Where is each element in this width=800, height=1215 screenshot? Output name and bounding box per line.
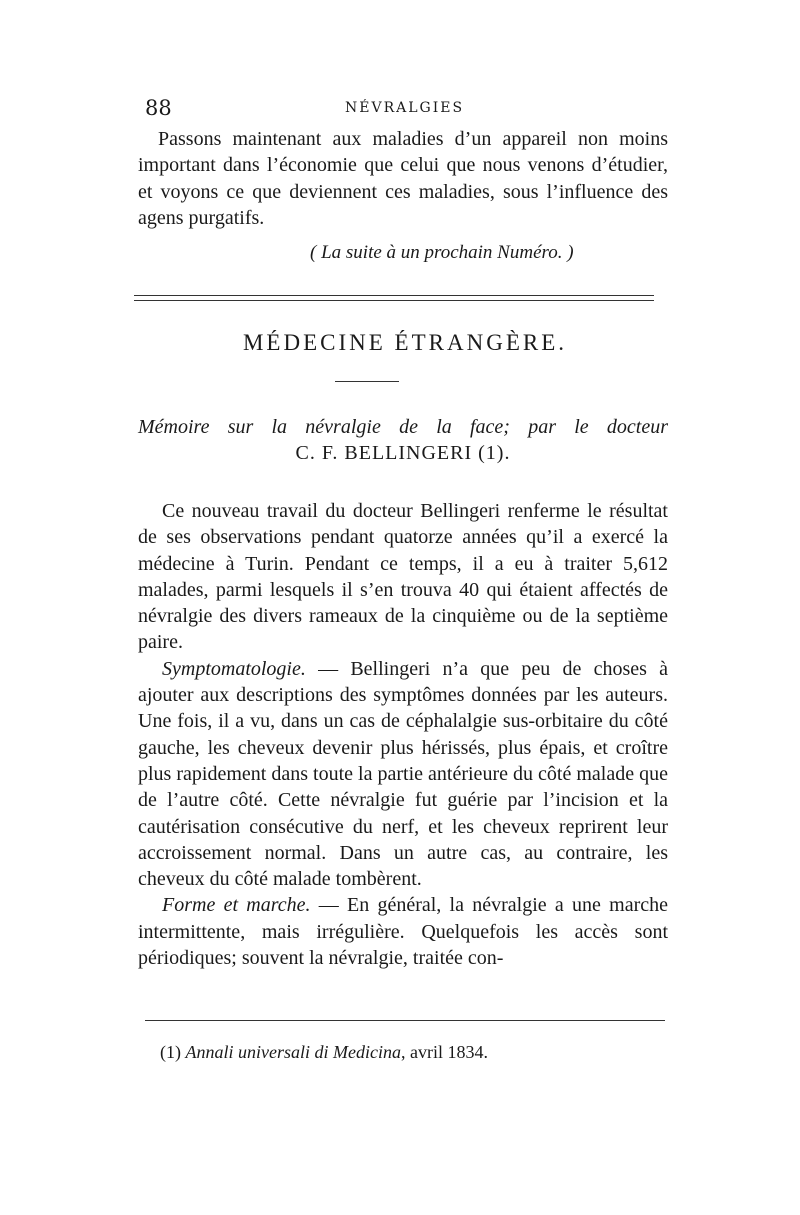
paragraph-text: — En général, la névralgie a une marche intermittente, mais irrégulière. Quelquefois les accès sont périodiques; souvent la névralgie, traitée con- [138, 894, 668, 970]
continuation-note: ( La suite à un prochain Numéro. ) [310, 242, 574, 263]
paragraph [138, 656, 668, 893]
footnote [160, 1042, 680, 1063]
section-title: MÉDECINE ÉTRANGÈRE. [242, 330, 568, 355]
title-rule [335, 381, 399, 382]
footnote-marker: (1) [160, 1042, 181, 1062]
memoire-author: C. F. BELLINGERI (1). [295, 442, 511, 464]
paragraph [138, 498, 668, 656]
memoire-title: Mémoire sur la névralgie de la face; par le docteur [138, 416, 668, 438]
section-divider [134, 295, 654, 301]
footnote-rule [145, 1020, 665, 1021]
page-number: 88 [145, 96, 172, 120]
paragraph-text: Ce nouveau travail du docteur Bellingeri renferme le résultat de ses observations pendant quatorze années qu’il a exercé la médecine à Turin. Pendant ce temps, il a eu à traiter 5,612 malades, parmi lesquels il s’en trouva 40 qui étaient affectés de névralgie des divers rameaux de la cinquième ou de la septième paire. [138, 500, 668, 654]
running-head: NÉVRALGIES [345, 100, 465, 116]
footnote-date: , avril 1834. [400, 1042, 488, 1062]
paragraph-text: — Bellingeri n’a que peu de choses à ajouter aux descriptions des symptômes données par les auteurs. Une fois, il a vu, dans un cas de céphalalgie sus-orbitaire du côté gauche, les cheveux devenir plus hérissés, plus épais, et croître plus rapidement dans toute la partie antérieure du côté malade que de l’autre côté. Cette névralgie fut guérie par l’incision et la cautérisation consécutive du nerf, et les cheveux reprirent leur accroissement normal. Dans un autre cas, au contraire, les cheveux du côté malade tombèrent. [138, 657, 668, 891]
memoire-heading [138, 414, 668, 466]
paragraph [138, 892, 668, 971]
article-body [138, 498, 668, 971]
intro-paragraph: Passons maintenant aux maladies d’un appareil non moins important dans l’économie que celui que nous venons d’étudier, et voyons ce que deviennent ces maladies, sous l’influence des agens purgatifs. [138, 128, 668, 229]
paragraph-lead: Forme et marche. [162, 894, 311, 917]
footnote-source: Annali universali di Medicina [185, 1042, 401, 1062]
page-header [145, 96, 665, 126]
paragraph-lead: Symptomatologie. [162, 657, 306, 680]
